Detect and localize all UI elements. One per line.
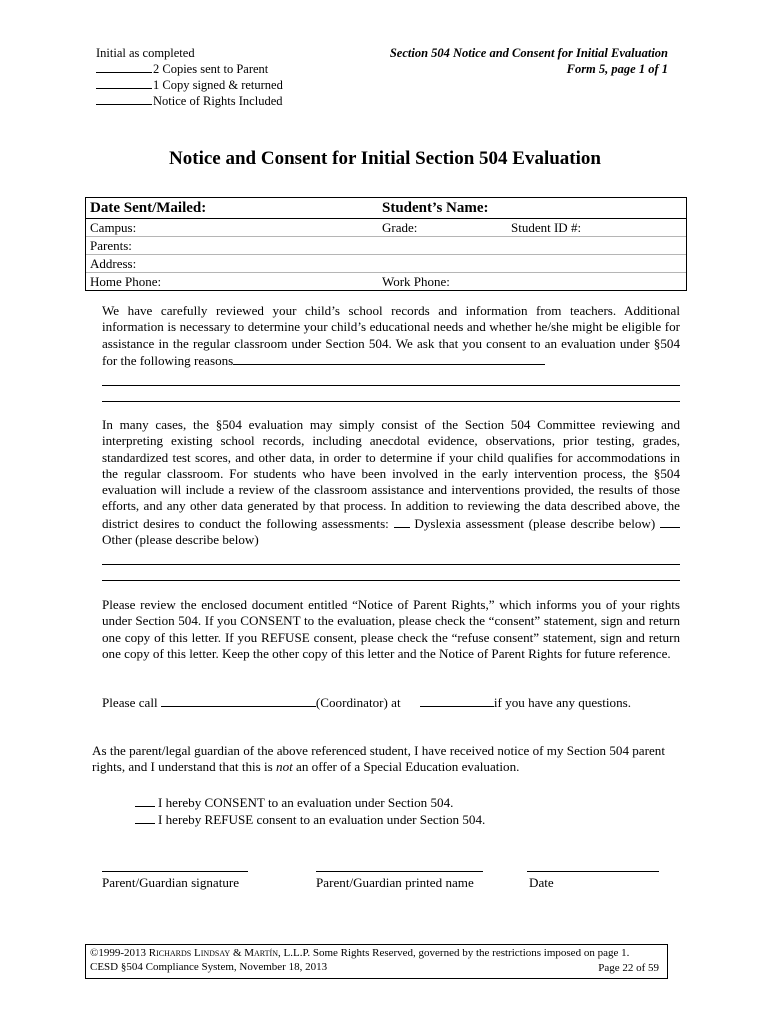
- student-info-box: [85, 197, 687, 291]
- description-line[interactable]: [102, 565, 680, 582]
- date-line[interactable]: [527, 870, 659, 872]
- reasons-line[interactable]: [102, 369, 680, 386]
- description-line[interactable]: [102, 548, 680, 565]
- home-phone-label[interactable]: Home Phone:: [90, 274, 162, 289]
- rights-paragraph: Please review the enclosed document entitled “Notice of Parent Rights,” which informs you of your rights under Section 504. If you CONSENT to the evaluation, please check the “consent” statement, sign and return one copy of this letter. If you REFUSE consent, please check the “refuse consent” statement, sign and return one copy of this letter. Keep the other copy of this letter and the Notice of Parent Rights for future reference.: [102, 597, 680, 661]
- document-title: Notice and Consent for Initial Section 504 Evaluation: [169, 148, 601, 169]
- coordinator-phone-field[interactable]: [420, 694, 494, 707]
- page-footer: [85, 944, 668, 979]
- form-title: Section 504 Notice and Consent for Initial Evaluation: [389, 46, 668, 60]
- date-label: Date: [529, 875, 554, 890]
- consent-choices: [135, 794, 485, 829]
- contact-line: Please call (Coordinator) at if you have any questions.: [102, 695, 632, 710]
- system-line: CESD §504 Compliance System, November 18, 2013: [90, 960, 328, 973]
- form-number: Form 5, page 1 of 1: [566, 62, 668, 76]
- info-row: [86, 198, 686, 219]
- refuse-checkbox[interactable]: [135, 811, 155, 824]
- date-sent-label[interactable]: Date Sent/Mailed:: [90, 200, 207, 216]
- refuse-choice: I hereby REFUSE consent to an evaluation under Section 504.: [135, 811, 485, 828]
- checklist-item: 2 Copies sent to Parent: [96, 61, 283, 77]
- grade-label[interactable]: Grade:: [382, 220, 418, 235]
- printed-name-label: Parent/Guardian printed name: [316, 875, 474, 890]
- reasons-line[interactable]: [102, 386, 680, 403]
- dyslexia-option: Dyslexia assessment (please describe below): [414, 515, 656, 531]
- page-number: Page 22 of 59: [598, 961, 659, 974]
- consent-statement: As the parent/legal guardian of the above referenced student, I have received notice of my Section 504 parent rights, and I understand that this is not an offer of a Special Education evaluation.: [92, 743, 665, 775]
- dyslexia-checkbox[interactable]: [394, 515, 410, 528]
- checklist-title: Initial as completed: [96, 46, 195, 60]
- student-id-label[interactable]: Student ID #:: [511, 220, 582, 235]
- consent-choice: I hereby CONSENT to an evaluation under Section 504.: [135, 794, 485, 811]
- signature-label: Parent/Guardian signature: [102, 875, 240, 890]
- evaluation-paragraph: In many cases, the §504 evaluation may simply consist of the Section 504 Committee reviewing and interpreting existing school records, including anecdotal evidence, observations, prior testing, grades, standardized test scores, and other data, in order to determine if your child qualifies for accommodations in the regular classroom. For students who have been involved in the early intervention process, the §504 evaluation will include a review of the classroom assistance and interventions provided, the results of those efforts, and any other data generated by that process. In addition to reviewing the data described above, the district desires to conduct the following assessments: Dyslexia assessment (please describe below) Other (please describe below): [102, 417, 680, 581]
- printed-name-line[interactable]: [316, 870, 483, 872]
- work-phone-label[interactable]: Work Phone:: [382, 274, 450, 289]
- initial-blank[interactable]: [96, 77, 152, 89]
- other-checkbox[interactable]: [660, 515, 680, 528]
- checklist-item: Notice of Rights Included: [96, 93, 283, 109]
- info-row: [86, 255, 686, 273]
- info-row: [86, 219, 686, 237]
- consent-checkbox[interactable]: [135, 794, 155, 807]
- info-row: [86, 237, 686, 255]
- student-name-label[interactable]: Student’s Name:: [382, 200, 489, 216]
- address-label[interactable]: Address:: [90, 256, 137, 271]
- copyright-line: ©1999-2013 Richards Lindsay & Martín, L.L.P. Some Rights Reserved, governed by the restrictions imposed on page 1.: [90, 947, 630, 959]
- reasons-line[interactable]: [233, 352, 545, 365]
- initial-blank[interactable]: [96, 93, 152, 105]
- other-option: Other (please describe below): [102, 532, 259, 548]
- signature-line[interactable]: [102, 870, 248, 872]
- campus-label[interactable]: Campus:: [90, 220, 137, 235]
- info-row: [86, 273, 686, 290]
- form-identifier: [390, 45, 668, 77]
- completion-checklist: [96, 45, 283, 109]
- initial-blank[interactable]: [96, 61, 152, 73]
- coordinator-name-field[interactable]: [161, 694, 316, 707]
- checklist-item: 1 Copy signed & returned: [96, 77, 283, 93]
- parents-label[interactable]: Parents:: [90, 238, 132, 253]
- reasons-paragraph: We have carefully reviewed your child’s school records and information from teachers. Additional information is necessary to determine your child’s educational needs and whether he/she might be eligible for assistance in the regular classroom under Section 504. We ask that you consent to an evaluation under §504 for the following reasons: [102, 303, 680, 402]
